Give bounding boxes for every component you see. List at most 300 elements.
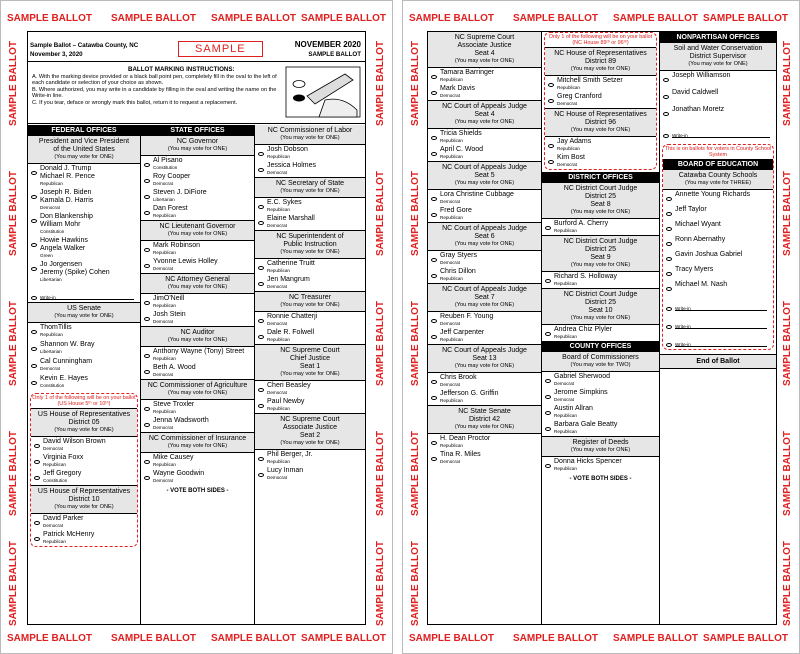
vote-for-instruction: (You may vote for ONE) (54, 504, 114, 510)
selection-oval-icon[interactable] (431, 258, 437, 262)
candidate-text (153, 470, 204, 483)
write-in-row[interactable] (663, 295, 773, 313)
candidate-name: Donald J. Trump Michael R. Pence (40, 165, 95, 180)
candidate-text (554, 421, 617, 434)
candidate-party: Libertarian (153, 197, 175, 202)
candidate-row[interactable] (545, 92, 656, 108)
candidate-row[interactable] (141, 172, 254, 188)
selection-oval-icon[interactable] (548, 144, 554, 148)
candidate-row[interactable] (31, 453, 137, 469)
contest-title: NC Supreme Court Chief Justice Seat 1 (280, 347, 340, 370)
candidate-text (153, 417, 209, 430)
selection-oval-icon[interactable] (663, 78, 669, 82)
selection-oval-icon[interactable] (545, 226, 551, 230)
candidate-party: Democrat (267, 170, 287, 175)
selection-oval-icon[interactable] (545, 411, 551, 415)
candidate-row[interactable] (28, 323, 140, 340)
candidate-party: Republican (153, 213, 176, 218)
candidate-name: Burford A. Cherry (554, 220, 609, 227)
watermark-text: SAMPLE BALLOT (8, 431, 19, 516)
selection-oval-icon[interactable] (144, 407, 150, 411)
selection-oval-icon[interactable] (31, 347, 37, 351)
candidate-text (554, 458, 622, 471)
selection-oval-icon[interactable] (545, 379, 551, 383)
candidate-row[interactable] (428, 190, 541, 206)
candidate-row[interactable] (428, 389, 541, 405)
selection-oval-icon[interactable] (431, 75, 437, 79)
candidate-row[interactable] (428, 206, 541, 222)
candidate-name: Joseph R. Biden Kamala D. Harris (40, 189, 94, 204)
candidate-row[interactable] (28, 374, 140, 391)
selection-oval-icon[interactable] (666, 343, 672, 347)
watermark-text: SAMPLE BALLOT (375, 431, 386, 516)
candidate-row[interactable] (663, 280, 773, 295)
candidate-row[interactable] (255, 161, 365, 177)
watermark-text: SAMPLE BALLOT (410, 41, 421, 126)
candidate-party: Democrat (440, 321, 460, 326)
state-column-2 (255, 125, 365, 624)
watermark-text: SAMPLE BALLOT (703, 13, 788, 24)
candidate-party: Republican (267, 406, 290, 411)
selection-oval-icon[interactable] (144, 248, 150, 252)
watermark-text: SAMPLE BALLOT (613, 633, 698, 644)
selection-oval-icon[interactable] (666, 325, 672, 329)
candidate-party: Democrat (153, 425, 173, 430)
candidate-text (267, 451, 313, 464)
watermark-text: SAMPLE BALLOT (782, 301, 793, 386)
vote-for-instruction: (You may vote for ONE) (167, 146, 228, 152)
candidate-row[interactable] (141, 310, 254, 326)
contest-header (428, 344, 541, 373)
vote-for-instruction: (You may vote for ONE) (570, 127, 631, 133)
candidate-party: Democrat (267, 223, 287, 228)
candidate-row[interactable] (141, 363, 254, 379)
contest-title: US House of Representatives District 05 (37, 411, 131, 426)
contest-title: NC Lieutenant Governor (159, 223, 236, 230)
contest-header (255, 230, 365, 259)
candidate-text (440, 313, 493, 326)
contest-title: NC Supreme Court Associate Justice Seat 4 (454, 34, 515, 57)
candidate-party: Republican (554, 334, 577, 339)
contest-header (542, 436, 659, 457)
candidate-party: Democrat (40, 366, 60, 371)
candidate-row[interactable] (428, 373, 541, 389)
selection-oval-icon[interactable] (431, 213, 437, 217)
candidate-row[interactable] (141, 400, 254, 416)
candidate-row[interactable] (663, 265, 773, 280)
contest-header (428, 405, 541, 434)
judicial-column (428, 32, 542, 624)
candidate-row[interactable] (428, 251, 541, 267)
candidate-row[interactable] (255, 214, 365, 230)
candidate-row[interactable] (660, 71, 776, 88)
candidate-text (267, 146, 308, 159)
selection-oval-icon[interactable] (666, 227, 672, 231)
contest-title: NC House of Representatives District 96 (554, 111, 647, 126)
vote-for-instruction: (You may vote for ONE) (280, 371, 340, 377)
selection-oval-icon[interactable] (545, 279, 551, 283)
candidate-row[interactable] (542, 272, 659, 288)
candidate-row[interactable] (31, 530, 137, 546)
selection-oval-icon[interactable] (144, 354, 150, 358)
watermark-text: SAMPLE BALLOT (782, 171, 793, 256)
candidate-name: Dale R. Folwell (267, 329, 315, 336)
candidate-row[interactable] (31, 469, 137, 485)
selection-oval-icon[interactable] (663, 95, 669, 99)
candidate-text (43, 531, 94, 544)
candidate-row[interactable] (542, 404, 659, 420)
selection-oval-icon[interactable] (31, 267, 37, 271)
candidate-text (557, 138, 591, 151)
selection-oval-icon[interactable] (34, 537, 40, 541)
candidate-row[interactable] (545, 76, 656, 92)
candidate-row[interactable] (428, 84, 541, 100)
selection-oval-icon[interactable] (144, 301, 150, 305)
candidate-text (267, 276, 310, 289)
candidate-name: Reuben F. Young (440, 313, 494, 320)
selection-oval-icon[interactable] (548, 99, 554, 103)
candidate-text (153, 205, 188, 218)
candidate-row[interactable] (663, 250, 773, 265)
selection-oval-icon[interactable] (144, 317, 150, 321)
selection-oval-icon[interactable] (258, 457, 264, 461)
contest-title: NC Court of Appeals Judge Seat 6 (442, 225, 527, 240)
candidate-row[interactable] (255, 450, 365, 466)
candidate-row[interactable] (255, 466, 365, 482)
candidate-party: Republican (267, 459, 290, 464)
candidate-party: Constitution (153, 165, 178, 170)
selection-oval-icon[interactable] (144, 460, 150, 464)
selection-oval-icon[interactable] (666, 307, 672, 311)
candidate-row[interactable] (542, 219, 659, 235)
candidate-row[interactable] (141, 156, 254, 172)
selection-oval-icon[interactable] (31, 195, 37, 199)
candidate-row[interactable] (542, 388, 659, 404)
selection-oval-icon[interactable] (31, 364, 37, 368)
candidate-row[interactable] (663, 235, 773, 250)
selection-oval-icon[interactable] (545, 395, 551, 399)
selection-oval-icon[interactable] (545, 427, 551, 431)
selection-oval-icon[interactable] (31, 171, 37, 175)
contest-title: NC District Court Judge District 25 Seat 9 (563, 238, 638, 261)
selection-oval-icon[interactable] (31, 243, 37, 247)
selection-oval-icon[interactable] (144, 264, 150, 268)
watermark-text: SAMPLE BALLOT (410, 541, 421, 626)
candidate-row[interactable] (428, 68, 541, 84)
candidate-row[interactable] (31, 514, 137, 530)
selection-oval-icon[interactable] (431, 274, 437, 278)
candidate-name: ThomTillis (40, 324, 72, 331)
contest-header (255, 344, 365, 381)
candidate-text (153, 454, 193, 467)
selection-oval-icon[interactable] (144, 179, 150, 183)
candidate-row[interactable] (141, 204, 254, 220)
selection-oval-icon[interactable] (258, 319, 264, 323)
candidate-text (40, 213, 93, 234)
candidate-row[interactable] (542, 420, 659, 436)
candidate-row[interactable] (255, 381, 365, 397)
candidate-text (440, 146, 483, 159)
candidate-party: Republican (554, 228, 577, 233)
write-in-row[interactable] (28, 284, 140, 302)
candidate-row[interactable] (141, 188, 254, 204)
selection-oval-icon[interactable] (31, 296, 37, 300)
write-in-row[interactable] (660, 122, 776, 140)
candidate-text (267, 199, 302, 212)
ballot-body (427, 31, 777, 625)
selection-oval-icon[interactable] (431, 441, 437, 445)
selection-oval-icon[interactable] (34, 460, 40, 464)
candidate-text (153, 173, 190, 186)
selection-oval-icon[interactable] (31, 381, 37, 385)
candidate-name: Mitchell Smith Setzer (557, 77, 623, 84)
candidate-party: Republican (440, 138, 463, 143)
selection-oval-icon[interactable] (258, 221, 264, 225)
selection-oval-icon[interactable] (258, 168, 264, 172)
candidate-name: Jerome Simpkins (554, 389, 608, 396)
selection-oval-icon[interactable] (548, 83, 554, 87)
selection-oval-icon[interactable] (144, 211, 150, 215)
candidate-party: Democrat (153, 319, 173, 324)
selection-oval-icon[interactable] (431, 197, 437, 201)
nonpartisan-column (660, 32, 776, 624)
candidate-row[interactable] (28, 260, 140, 284)
write-in-label: Write-in (675, 324, 691, 329)
candidate-name: Elaine Marshall (267, 215, 315, 222)
candidate-name: Richard S. Holloway (554, 273, 618, 280)
candidate-row[interactable] (545, 153, 656, 169)
candidate-row[interactable] (255, 397, 365, 413)
candidate-row[interactable] (141, 294, 254, 310)
vote-for-instruction: (You may vote for ONE) (280, 135, 340, 141)
selection-oval-icon[interactable] (34, 521, 40, 525)
candidate-party: Democrat (440, 382, 460, 387)
watermark-text: SAMPLE BALLOT (8, 301, 19, 386)
vote-for-instruction: (You may vote for ONE) (454, 180, 515, 186)
candidate-text (153, 157, 183, 170)
candidate-name: Steven J. DiFiore (153, 189, 207, 196)
candidate-text (153, 348, 244, 361)
candidate-row[interactable] (428, 267, 541, 283)
selection-oval-icon[interactable] (431, 335, 437, 339)
candidate-row[interactable] (428, 328, 541, 344)
candidate-text (440, 374, 477, 387)
candidate-row[interactable] (141, 453, 254, 469)
selection-oval-icon[interactable] (666, 287, 672, 291)
selection-oval-icon[interactable] (431, 152, 437, 156)
selection-oval-icon[interactable] (258, 266, 264, 270)
selection-oval-icon[interactable] (431, 457, 437, 461)
candidate-row[interactable] (255, 328, 365, 344)
candidate-row[interactable] (255, 275, 365, 291)
candidate-text (153, 364, 196, 377)
selection-oval-icon[interactable] (34, 476, 40, 480)
selection-oval-icon[interactable] (258, 152, 264, 156)
candidate-row[interactable] (660, 105, 776, 122)
candidate-name: Wayne Goodwin (153, 470, 205, 477)
candidate-row[interactable] (28, 188, 140, 212)
candidate-row[interactable] (428, 312, 541, 328)
write-in-row[interactable] (663, 313, 773, 331)
candidate-row[interactable] (428, 434, 541, 450)
contest-header (255, 291, 365, 312)
candidate-row[interactable] (542, 372, 659, 388)
candidate-row[interactable] (141, 469, 254, 485)
contest-title: NC Court of Appeals Judge Seat 5 (442, 164, 527, 179)
candidate-text (267, 398, 304, 411)
candidate-row[interactable] (428, 450, 541, 466)
candidate-row[interactable] (663, 220, 773, 235)
watermark-text: SAMPLE BALLOT (111, 633, 196, 644)
candidate-row[interactable] (28, 357, 140, 374)
selection-oval-icon[interactable] (258, 205, 264, 209)
selection-oval-icon[interactable] (144, 195, 150, 199)
vote-for-instruction: (You may vote for ONE) (570, 262, 631, 268)
candidate-name: Mike Causey (153, 454, 194, 461)
contest-header (428, 161, 541, 190)
selection-oval-icon[interactable] (431, 396, 437, 400)
selection-oval-icon[interactable] (431, 319, 437, 323)
selection-oval-icon[interactable] (258, 404, 264, 408)
candidate-text (153, 189, 207, 202)
candidate-row[interactable] (428, 145, 541, 161)
candidate-party: Republican (440, 398, 463, 403)
selection-oval-icon[interactable] (431, 136, 437, 140)
contest-title: Soil and Water Conservation District Supervisor (673, 45, 763, 60)
candidate-row[interactable] (428, 129, 541, 145)
contest-title: NC Auditor (180, 329, 215, 336)
selection-oval-icon[interactable] (666, 272, 672, 276)
candidate-name: Tricia Shields (440, 130, 482, 137)
selection-oval-icon[interactable] (663, 112, 669, 116)
candidate-name: Greg Cranford (557, 93, 602, 100)
candidate-row[interactable] (28, 340, 140, 357)
candidate-row[interactable] (28, 212, 140, 236)
selection-oval-icon[interactable] (258, 282, 264, 286)
contest-header (428, 100, 541, 129)
candidate-party: Constitution (40, 229, 65, 234)
selection-oval-icon[interactable] (545, 332, 551, 336)
selection-oval-icon[interactable] (144, 370, 150, 374)
vote-for-instruction: (You may vote for ONE) (280, 249, 340, 255)
candidate-name: Howie Hawkins Angela Walker (40, 237, 88, 252)
write-in-row[interactable] (663, 331, 773, 349)
contest-header (141, 432, 254, 453)
candidate-party: Democrat (153, 181, 173, 186)
selection-oval-icon[interactable] (144, 476, 150, 480)
candidate-row[interactable] (545, 137, 656, 153)
candidate-name: Kevin E. Hayes (40, 375, 88, 382)
candidate-party: Republican (440, 215, 463, 220)
contest-title: NC Governor (176, 138, 219, 145)
selection-oval-icon[interactable] (144, 163, 150, 167)
candidate-row[interactable] (663, 205, 773, 220)
selection-oval-icon[interactable] (666, 242, 672, 246)
candidate-text (554, 389, 608, 402)
candidate-row[interactable] (141, 241, 254, 257)
selection-oval-icon[interactable] (548, 160, 554, 164)
vote-for-instruction: (You may vote for ONE) (454, 363, 515, 369)
candidate-row[interactable] (28, 236, 140, 260)
contest-title: NC Supreme Court Associate Justice Seat 2 (280, 416, 340, 439)
selection-oval-icon[interactable] (258, 335, 264, 339)
write-in-label: Write-in (675, 306, 691, 311)
candidate-row[interactable] (28, 164, 140, 188)
candidate-name: David Caldwell (672, 89, 719, 96)
selection-oval-icon[interactable] (545, 464, 551, 468)
candidate-name: Barbara Gale Beatty (554, 421, 618, 428)
selection-oval-icon[interactable] (431, 91, 437, 95)
candidate-row[interactable] (660, 88, 776, 105)
candidate-row[interactable] (542, 457, 659, 473)
candidate-party: Republican (153, 462, 176, 467)
selection-oval-icon[interactable] (258, 473, 264, 477)
ballot-date: November 3, 2020 (30, 51, 83, 58)
contest-title: NC Superintendent of Public Instruction (276, 233, 344, 248)
candidate-name: Roy Cooper (153, 173, 191, 180)
selection-oval-icon[interactable] (431, 380, 437, 384)
selection-oval-icon[interactable] (31, 219, 37, 223)
candidate-name: H. Dean Proctor (440, 435, 491, 442)
contest-header (141, 379, 254, 400)
candidate-row[interactable] (542, 325, 659, 341)
selection-oval-icon[interactable] (666, 197, 672, 201)
candidate-name: Cheri Beasley (267, 382, 311, 389)
candidate-text (672, 106, 724, 114)
candidate-text (675, 191, 750, 199)
candidate-row[interactable] (255, 145, 365, 161)
candidate-party: Republican (153, 409, 176, 414)
vote-for-instruction: (You may vote for ONE) (688, 61, 748, 67)
candidate-name: Jessica Holmes (267, 162, 317, 169)
candidate-text (153, 242, 200, 255)
watermark-text: SAMPLE BALLOT (375, 171, 386, 256)
pen-marking-icon (285, 66, 361, 118)
instructions-text: A. With the marking device provided or a black ball point pen, completely fill in the oval to the left of each candidate or selection of your choice as shown. B. Where authorized, you may write in a candidate by filling in the oval and writing the name on the Write-in line. C. If you tear, deface or wrongly mark this ballot, return it to request a replacement. (32, 74, 277, 106)
candidate-row[interactable] (663, 190, 773, 205)
candidate-row[interactable] (255, 312, 365, 328)
candidate-name: Tamara Barringer (440, 69, 495, 76)
selection-oval-icon[interactable] (663, 134, 669, 138)
watermark-text: SAMPLE BALLOT (782, 431, 793, 516)
selection-oval-icon[interactable] (144, 423, 150, 427)
selection-oval-icon[interactable] (666, 212, 672, 216)
candidate-party: Republican (153, 303, 176, 308)
candidate-row[interactable] (31, 437, 137, 453)
selection-oval-icon[interactable] (258, 388, 264, 392)
watermark-text: SAMPLE BALLOT (782, 41, 793, 126)
candidate-name: JimO'Neill (153, 295, 185, 302)
vote-for-instruction: (You may vote for ONE) (54, 427, 114, 433)
selection-oval-icon[interactable] (34, 444, 40, 448)
contest-title: NC Court of Appeals Judge Seat 4 (442, 103, 527, 118)
candidate-row[interactable] (255, 198, 365, 214)
vote-for-instruction: (You may vote for ONE) (167, 390, 228, 396)
vote-for-instruction: (You may vote for ONE) (280, 188, 340, 194)
candidate-row[interactable] (141, 416, 254, 432)
candidate-row[interactable] (141, 257, 254, 273)
candidate-text (43, 454, 83, 467)
selection-oval-icon[interactable] (666, 257, 672, 261)
vote-for-instruction: (You may vote for ONE) (454, 58, 515, 64)
candidate-row[interactable] (255, 259, 365, 275)
candidate-party: Democrat (557, 101, 577, 106)
candidate-text (267, 313, 317, 326)
selection-oval-icon[interactable] (31, 330, 37, 334)
candidate-party: Constitution (43, 478, 68, 483)
candidate-text (267, 162, 316, 175)
candidate-row[interactable] (141, 347, 254, 363)
